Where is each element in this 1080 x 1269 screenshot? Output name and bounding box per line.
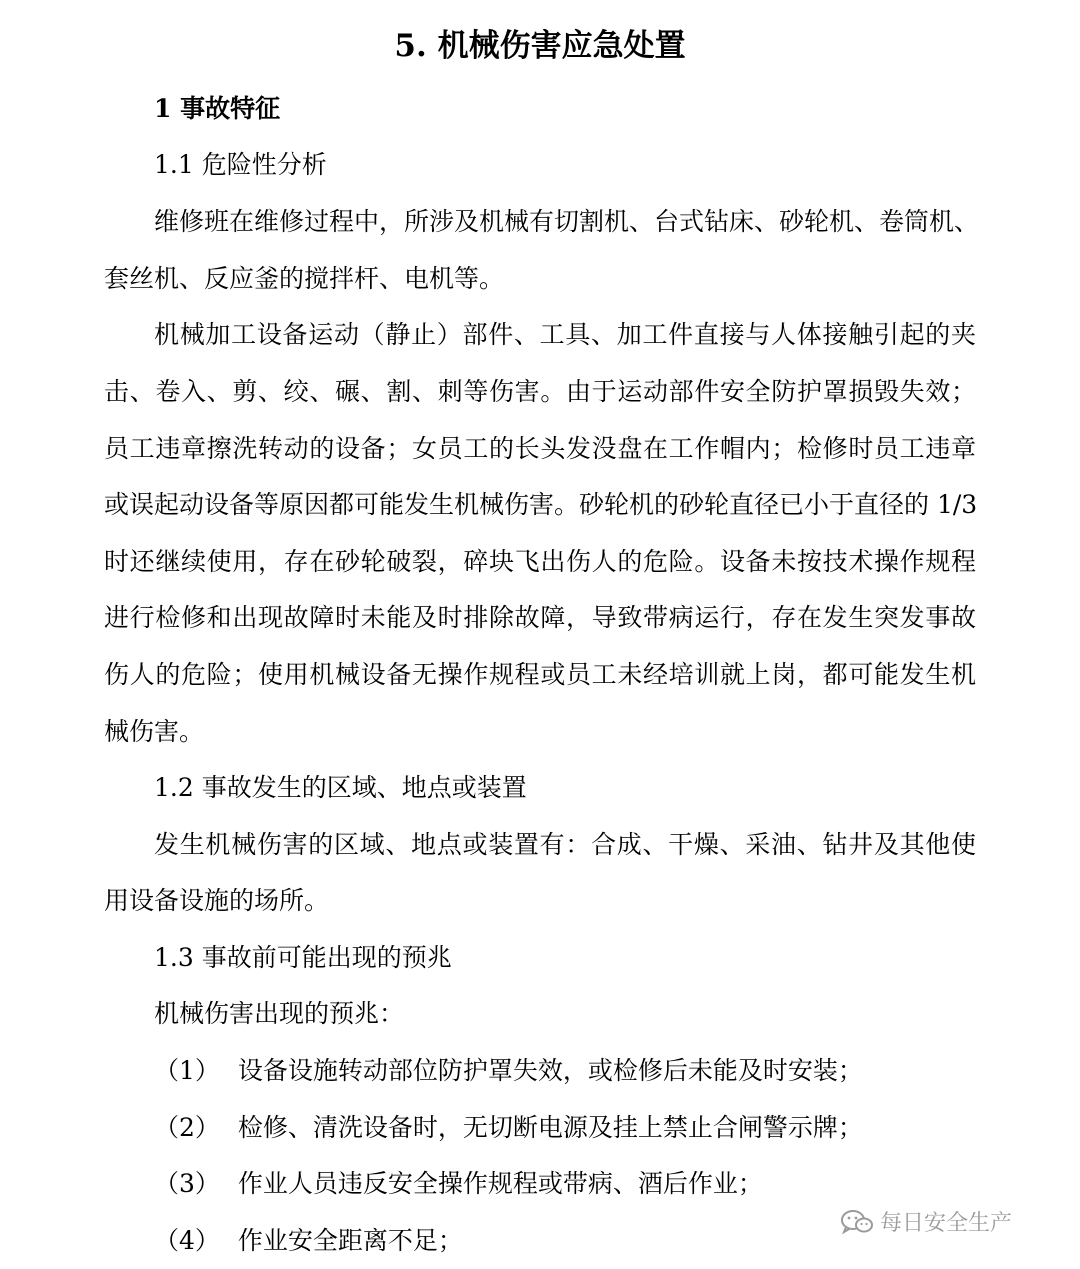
list-text: 检修、清洗设备时，无切断电源及挂上禁止合闸警示牌； xyxy=(237,1113,863,1142)
paragraph-line: 械伤害。 xyxy=(104,717,205,746)
paragraph-line: 员工违章擦洗转动的设备；女员工的长头发没盘在工作帽内；检修时员工违章 xyxy=(104,434,976,463)
watermark xyxy=(840,1206,1012,1237)
list-text: 设备设施转动部位防护罩失效，或检修后未能及时安装； xyxy=(237,1056,863,1085)
list-text: 作业人员违反安全操作规程或带病、酒后作业； xyxy=(237,1169,763,1198)
list-item xyxy=(154,1169,763,1199)
paragraph-line: 机械加工设备运动（静止）部件、工具、加工件直接与人体接触引起的夹 xyxy=(154,320,976,349)
wechat-icon xyxy=(840,1209,874,1235)
document-title: 5. 机械伤害应急处置 xyxy=(394,28,686,64)
list-item xyxy=(154,1113,863,1143)
list-number: （4） xyxy=(154,1226,220,1255)
paragraph-line: 伤人的危险；使用机械设备无操作规程或员工未经培训就上岗，都可能发生机 xyxy=(104,660,976,689)
section-heading-1: 1 事故特征 xyxy=(154,94,281,123)
list-number: （3） xyxy=(154,1169,220,1198)
list-number: （1） xyxy=(154,1056,220,1085)
paragraph-line: 发生机械伤害的区域、地点或装置有：合成、干燥、采油、钻井及其他使 xyxy=(154,830,976,859)
subsection-heading-1-3: 1.3 事故前可能出现的预兆 xyxy=(154,943,452,972)
paragraph-line: 机械伤害出现的预兆： xyxy=(154,999,405,1028)
paragraph-line: 用设备设施的场所。 xyxy=(104,886,330,915)
list-item xyxy=(154,1056,863,1086)
paragraph-line: 维修班在维修过程中，所涉及机械有切割机、台式钻床、砂轮机、卷筒机、 xyxy=(154,207,980,236)
watermark-text: 每日安全生产 xyxy=(880,1211,1013,1236)
list-item xyxy=(154,1226,463,1256)
subsection-heading-1-1: 1.1 危险性分析 xyxy=(154,150,327,179)
subsection-heading-1-2: 1.2 事故发生的区域、地点或装置 xyxy=(154,773,527,802)
list-text: 作业安全距离不足； xyxy=(237,1226,463,1255)
paragraph-line: 或误起动设备等原因都可能发生机械伤害。砂轮机的砂轮直径已小于直径的 1/3 xyxy=(104,490,978,519)
paragraph-line: 击、卷入、剪、绞、碾、割、刺等伤害。由于运动部件安全防护罩损毁失效； xyxy=(104,377,976,406)
paragraph-line: 进行检修和出现故障时未能及时排除故障，导致带病运行，存在发生突发事故 xyxy=(104,603,976,632)
list-number: （2） xyxy=(154,1113,220,1142)
paragraph-line: 套丝机、反应釜的搅拌杆、电机等。 xyxy=(104,264,505,293)
paragraph-line: 时还继续使用，存在砂轮破裂，碎块飞出伤人的危险。设备未按技术操作规程 xyxy=(104,547,976,576)
